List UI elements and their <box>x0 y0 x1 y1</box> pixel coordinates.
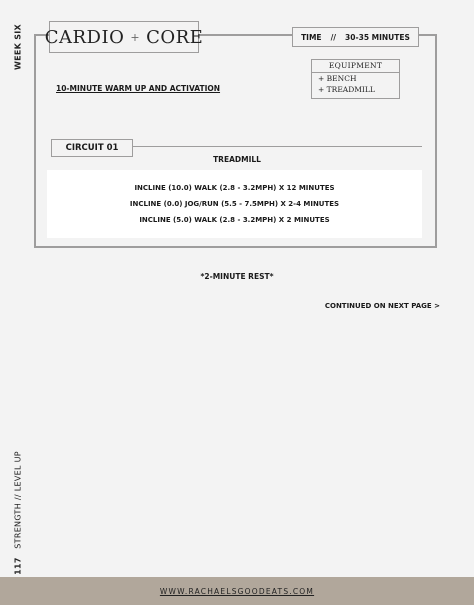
page-number: 117 <box>13 556 23 575</box>
week-label-text: WEEK SIX <box>13 23 23 71</box>
equipment-item: + TREADMILL <box>318 85 375 94</box>
time-label: TIME <box>301 32 322 42</box>
program-name: STRENGTH // LEVEL UP <box>13 450 23 549</box>
side-footer-text <box>14 451 23 575</box>
page-footer-side <box>5 450 31 575</box>
continued-next-page[interactable]: CONTINUED ON NEXT PAGE > <box>324 302 440 310</box>
equipment-item: + BENCH <box>318 74 357 83</box>
time-value: 30-35 MINUTES <box>345 32 410 42</box>
week-label <box>5 22 31 72</box>
title-plus: + <box>130 30 141 44</box>
time-separator: // <box>330 32 337 42</box>
equipment-heading: EQUIPMENT <box>312 60 399 73</box>
circuit-step: INCLINE (10.0) WALK (2.8 - 3.2MPH) X 12 MINUTES <box>134 184 335 192</box>
title-left: CARDIO <box>44 26 125 48</box>
circuit-label: CIRCUIT 01 <box>51 139 133 157</box>
circuit-subtitle: TREADMILL <box>213 155 261 164</box>
circuit-divider <box>133 146 422 147</box>
page-title <box>44 21 204 53</box>
rest-note: *2-MINUTE REST* <box>200 272 274 281</box>
footer-bar <box>0 577 474 605</box>
equipment-box <box>311 59 400 99</box>
title-right: CORE <box>146 26 204 48</box>
circuit-panel <box>47 170 422 238</box>
website-link[interactable]: WWW.RACHAELSGOODEATS.COM <box>159 586 315 596</box>
circuit-step: INCLINE (5.0) WALK (2.8 - 3.2MPH) X 2 MINUTES <box>139 216 330 224</box>
warmup-link[interactable]: 10-MINUTE WARM UP AND ACTIVATION <box>56 84 221 93</box>
circuit-step: INCLINE (0.0) JOG/RUN (5.5 - 7.5MPH) X 2-4 MINUTES <box>129 200 340 208</box>
time-badge <box>292 27 419 47</box>
